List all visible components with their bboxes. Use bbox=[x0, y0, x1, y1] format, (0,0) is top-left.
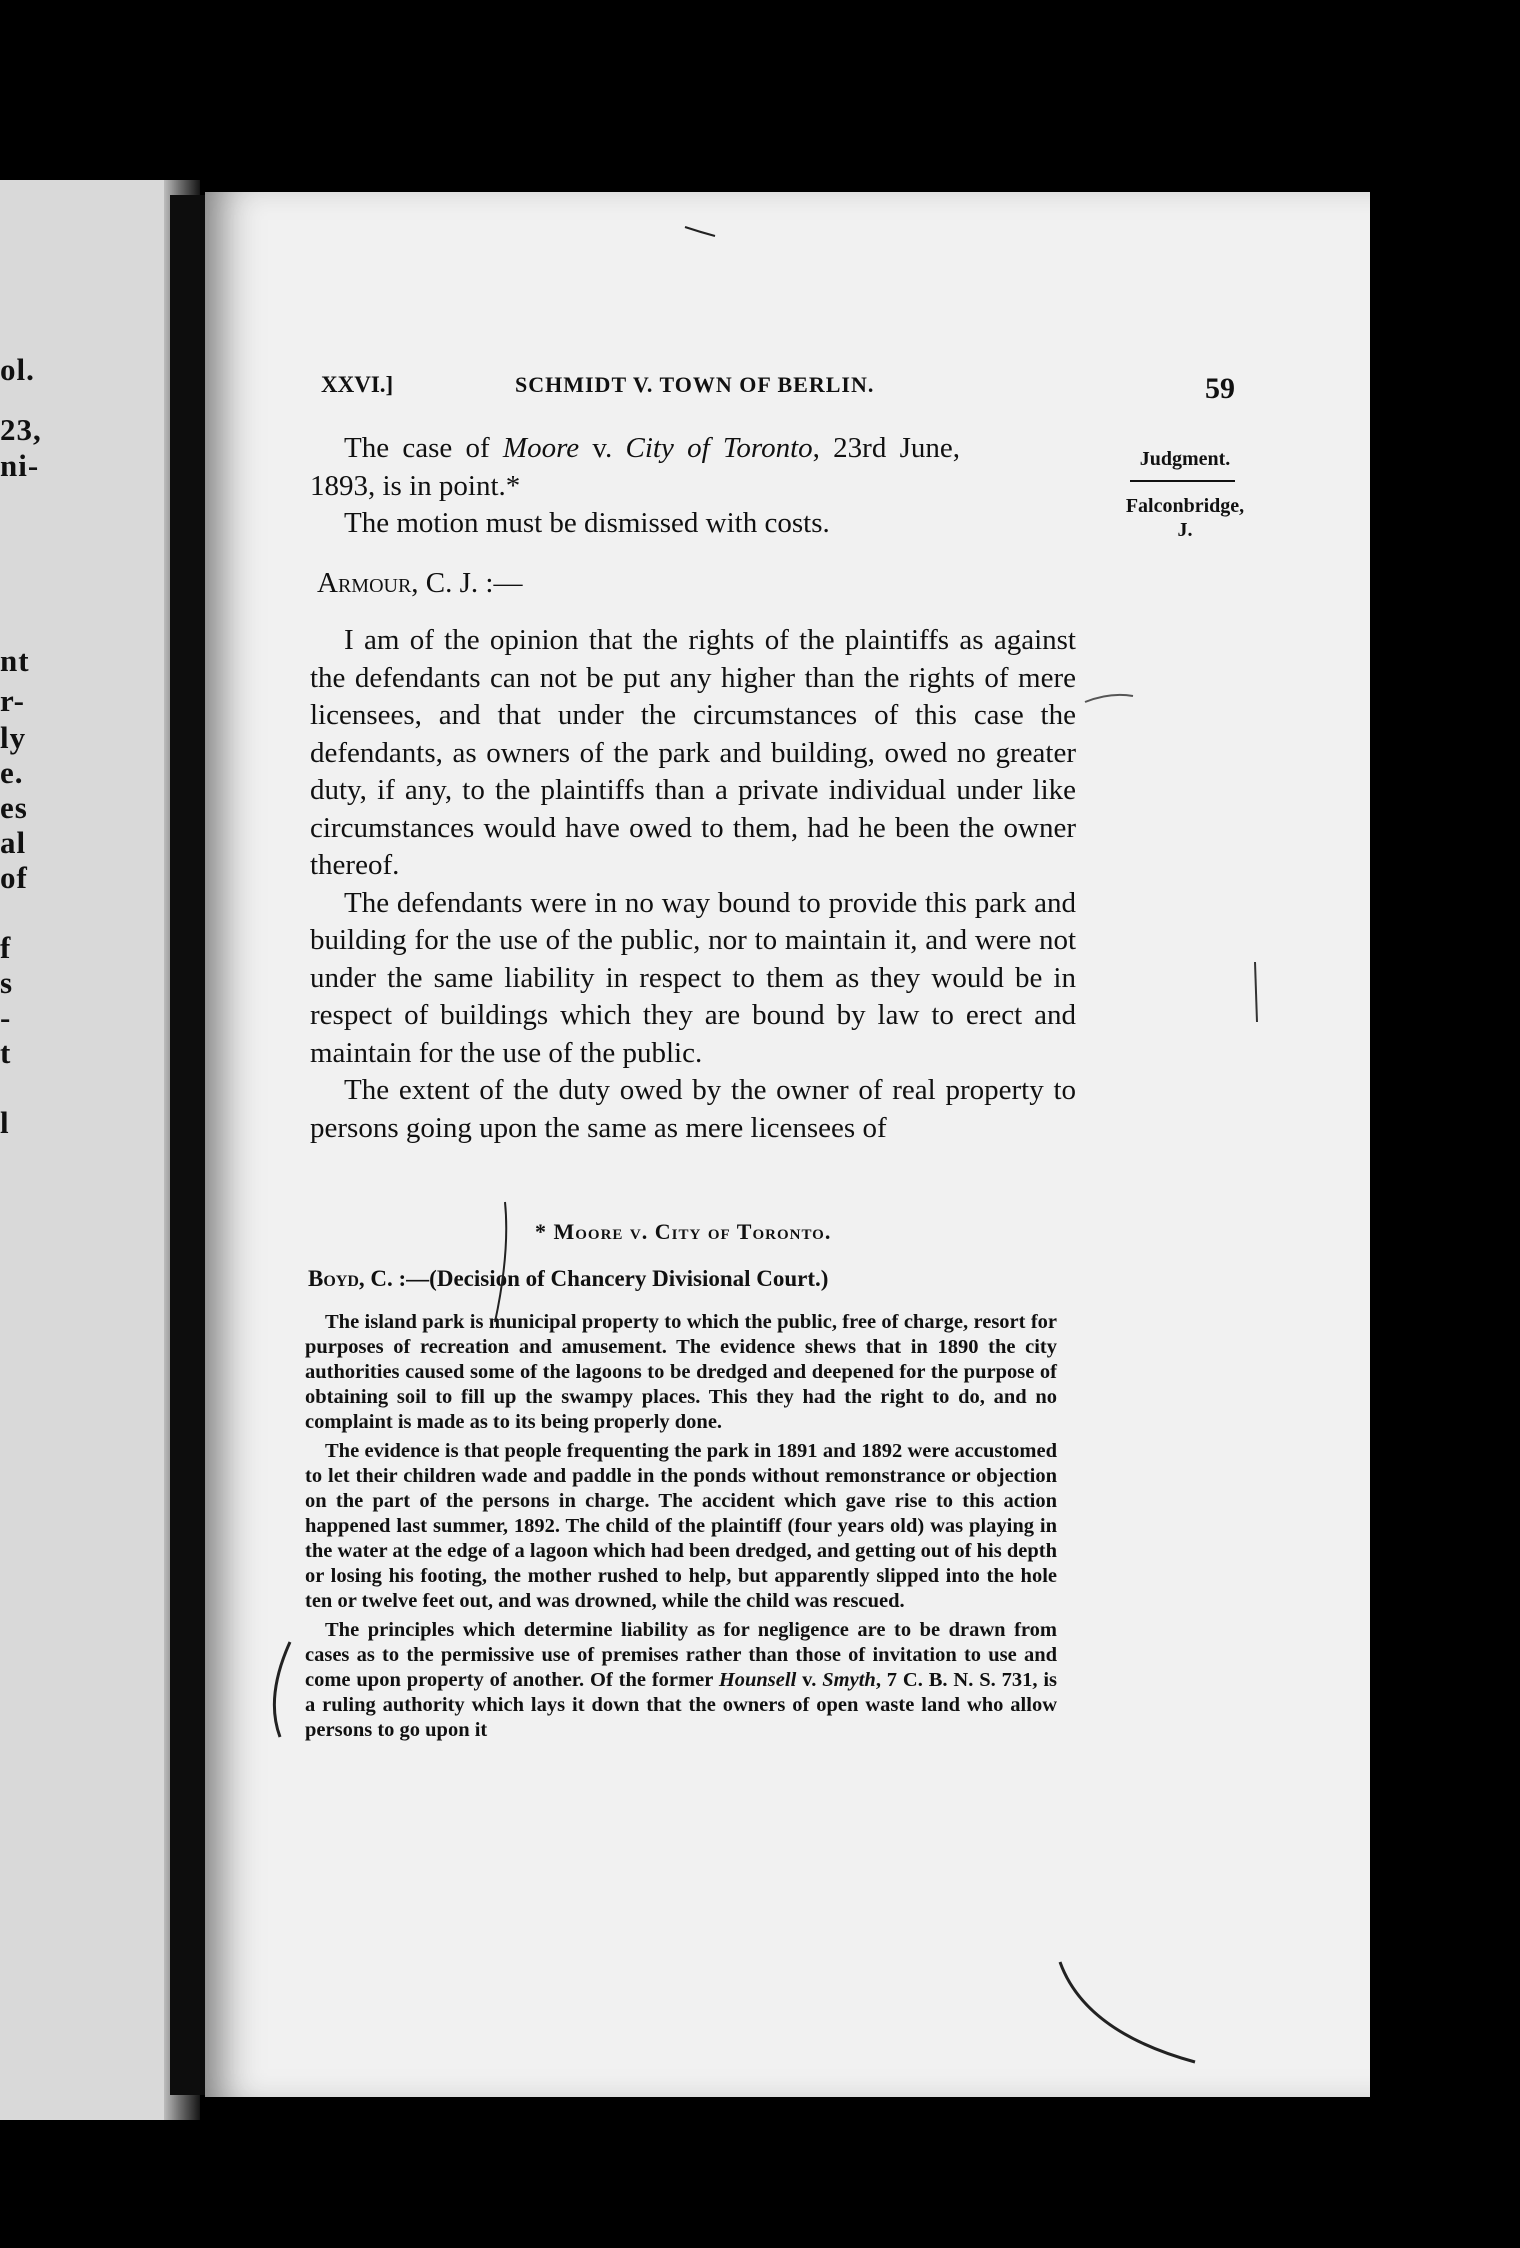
scan-scratch bbox=[495, 1202, 506, 1322]
opinion-paragraph: The defendants were in no way bound to provide this park and building for the use of the public, nor to maintain it, and were not under the same liability in respect to them as they would be in respect of buildings which they are bound by law to erect and maintain for the use of the public. bbox=[310, 886, 1076, 1069]
paragraph: The case of Moore v. City of Toronto, 23rd June, 1893, is in point.* bbox=[310, 432, 960, 502]
footnote-title: * Moore v. City of Toronto. bbox=[535, 1219, 832, 1244]
opinion-paragraph: The extent of the duty owed by the owner of real property to persons going upon the same as mere licensees of bbox=[310, 1074, 1076, 1144]
margin-note-judge-name: Falconbridge, bbox=[1125, 495, 1245, 517]
left-page-fragment: ly bbox=[0, 720, 27, 755]
left-page-fragment: r- bbox=[0, 683, 25, 718]
left-page-fragment: al bbox=[0, 825, 27, 860]
footnote-speaker: Boyd, C. :—(Decision of Chancery Divisional Court.) bbox=[308, 1266, 829, 1291]
left-page-fragment: ni- bbox=[0, 448, 40, 483]
footnote-paragraph: The island park is municipal property to which the public, free of charge, resort for purposes of recreation and amusement. The evidence shews that in 1890 the city authorities caused some of the lagoons to be dredged and deepened for the purpose of obtaining soil to fill up the swampy places. This they had the right to do, and no complaint is made as to its being properly done. bbox=[305, 1311, 1057, 1433]
speaker-heading: Armour, C. J. :— bbox=[317, 567, 523, 599]
volume-number: XXVI.] bbox=[321, 372, 394, 397]
scan-scratch bbox=[274, 1642, 290, 1737]
page-number: 59 bbox=[1205, 372, 1235, 405]
book-page bbox=[205, 192, 1370, 2097]
scan-scratch bbox=[1085, 695, 1133, 702]
scan-scratch bbox=[685, 227, 715, 236]
scan-marks bbox=[205, 192, 1370, 2097]
left-page-fragment: e. bbox=[0, 755, 24, 790]
left-page-fragment: l bbox=[0, 1105, 10, 1140]
scan-scratch bbox=[1255, 962, 1257, 1022]
footnote-paragraph: The evidence is that people frequenting the park in 1891 and 1892 were accustomed to let their children wade and paddle in the ponds without remonstrance or objection on the part of the persons in charge. The accident which gave rise to this action happened last summer, 1892. The child of the plaintiff (four years old) was playing in the water at the edge of a lagoon which had been dredged, and getting out of his depth or losing his footing, the mother rushed to help, but apparently slipped into the hole ten or twelve feet out, and was drowned, while the child was rescued. bbox=[305, 1440, 1057, 1612]
footnote-paragraph: The principles which determine liability as for negligence are to be drawn from cases as to the permissive use of premises rather than those of invitation to use and come upon property of another. Of the former Hounsell v. Smyth, 7 C. B. N. S. 731, is a ruling authority which lays it down that the owners of open waste land who allow persons to go upon it bbox=[305, 1619, 1057, 1741]
paragraph: The motion must be dismissed with costs. bbox=[344, 507, 830, 539]
left-page-fragment: t bbox=[0, 1035, 12, 1070]
left-page-fragment: 23, bbox=[0, 412, 42, 447]
scan-scratch bbox=[1060, 1962, 1195, 2062]
left-page-fragment: s bbox=[0, 965, 14, 1000]
opinion-paragraph: I am of the opinion that the rights of the plaintiffs as against the defendants can not be put any higher than the rights of mere licensees, and that under the circumstances of this case the defendants, as owners of the park and building, owed no greater duty, if any, to the plaintiffs than a private individual under like circumstances would have owed to them, had he been the owner thereof. bbox=[310, 624, 1076, 881]
left-page-fragment: f bbox=[0, 930, 12, 965]
left-page-fragment: ol. bbox=[0, 352, 35, 387]
left-page-fragment: nt bbox=[0, 643, 30, 678]
left-page-fragment: - bbox=[0, 1000, 12, 1035]
running-title: SCHMIDT V. TOWN OF BERLIN. bbox=[515, 372, 875, 397]
margin-note-judgment: Judgment. bbox=[1139, 448, 1231, 470]
left-page-fragment: es bbox=[0, 790, 28, 825]
left-page-fragment: of bbox=[0, 860, 28, 895]
margin-note-judge-initial: J. bbox=[1177, 519, 1193, 541]
